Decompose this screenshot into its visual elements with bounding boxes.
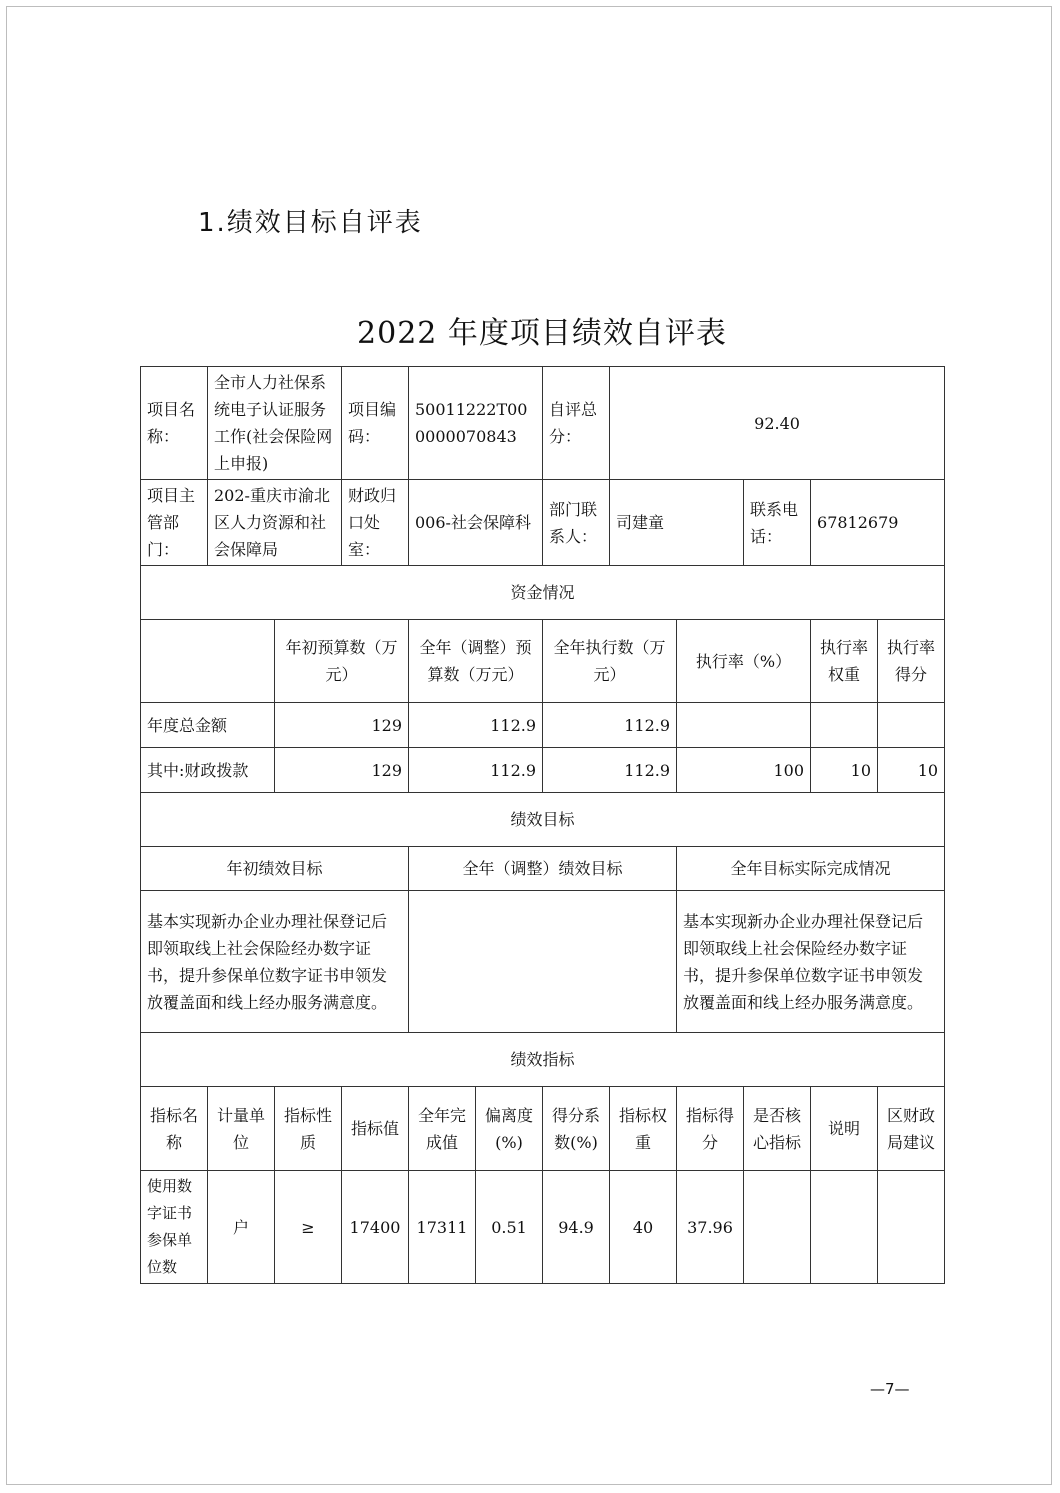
- contact-label: 部门联系人：: [543, 480, 610, 566]
- goals-header-row: [141, 847, 945, 891]
- goals-content-row: [141, 891, 945, 1033]
- goals-header-initial: 年初绩效目标: [141, 847, 409, 891]
- office-label: 财政归口处室：: [342, 480, 409, 566]
- indicator-header-score: 指标得分: [677, 1087, 744, 1171]
- indicator-header-note: 说明: [811, 1087, 878, 1171]
- funds-header-score: 执行率得分: [878, 620, 945, 703]
- indicator-header-unit: 计量单位: [208, 1087, 275, 1171]
- funds-header-rate: 执行率（%）: [677, 620, 811, 703]
- project-info-row-2: [141, 480, 945, 566]
- indicator-weight: 40: [610, 1171, 677, 1284]
- project-code-label: 项目编码：: [342, 367, 409, 480]
- indicator-actual: 17311: [409, 1171, 476, 1284]
- indicator-header-name: 指标名称: [141, 1087, 208, 1171]
- goals-section-row: [141, 793, 945, 847]
- funds-row-label: 年度总金额: [141, 703, 275, 748]
- funds-cell-executed: 112.9: [543, 703, 677, 748]
- goals-header-actual: 全年目标实际完成情况: [677, 847, 945, 891]
- funds-section-row: [141, 566, 945, 620]
- project-name-label: 项目名称：: [141, 367, 208, 480]
- section-heading: 1.绩效目标自评表: [198, 208, 423, 238]
- dept-label: 项目主管部门：: [141, 480, 208, 566]
- project-info-row-1: [141, 367, 945, 480]
- indicator-header-coefficient: 得分系数(%): [543, 1087, 610, 1171]
- project-code-value: 50011222T000000070843: [409, 367, 543, 480]
- indicator-header-value: 指标值: [342, 1087, 409, 1171]
- goals-initial-text: 基本实现新办企业办理社保登记后即领取线上社会保险经办数字证书，提升参保单位数字证书申领发放覆盖面和线上经办服务满意度。: [141, 891, 409, 1033]
- indicator-header-actual: 全年完成值: [409, 1087, 476, 1171]
- page-number: —7—: [870, 1380, 910, 1398]
- funds-header-row: [141, 620, 945, 703]
- evaluation-table: [140, 366, 945, 1284]
- indicator-advice: [878, 1171, 945, 1284]
- funds-cell-score: 10: [878, 748, 945, 793]
- score-label: 自评总分：: [543, 367, 610, 480]
- goals-header-adjusted: 全年（调整）绩效目标: [409, 847, 677, 891]
- indicators-section-row: [141, 1033, 945, 1087]
- indicator-header-deviation: 偏离度(%): [476, 1087, 543, 1171]
- indicator-core: [744, 1171, 811, 1284]
- indicator-row: [141, 1171, 945, 1284]
- funds-row-fiscal: [141, 748, 945, 793]
- funds-row-total: [141, 703, 945, 748]
- indicator-header-nature: 指标性质: [275, 1087, 342, 1171]
- office-value: 006-社会保障科: [409, 480, 543, 566]
- project-name-value: 全市人力社保系统电子认证服务工作(社会保险网上申报): [208, 367, 342, 480]
- indicator-unit: 户: [208, 1171, 275, 1284]
- funds-cell-adjusted: 112.9: [409, 703, 543, 748]
- indicator-header-advice: 区财政局建议: [878, 1087, 945, 1171]
- funds-cell-initial: 129: [275, 703, 409, 748]
- funds-header-initial: 年初预算数（万元）: [275, 620, 409, 703]
- indicator-deviation: 0.51: [476, 1171, 543, 1284]
- funds-header-weight: 执行率权重: [811, 620, 878, 703]
- goals-section-title: 绩效目标: [141, 793, 945, 847]
- funds-cell-adjusted: 112.9: [409, 748, 543, 793]
- indicator-nature: ≥: [275, 1171, 342, 1284]
- dept-value: 202-重庆市渝北区人力资源和社会保障局: [208, 480, 342, 566]
- funds-cell-initial: 129: [275, 748, 409, 793]
- indicators-section-title: 绩效指标: [141, 1033, 945, 1087]
- indicator-name: 使用数字证书参保单位数: [141, 1171, 208, 1284]
- score-value: 92.40: [610, 367, 945, 480]
- funds-row-label: 其中:财政拨款: [141, 748, 275, 793]
- funds-cell-score: [878, 703, 945, 748]
- funds-cell-executed: 112.9: [543, 748, 677, 793]
- funds-cell-weight: 10: [811, 748, 878, 793]
- funds-section-title: 资金情况: [141, 566, 945, 620]
- indicator-header-core: 是否核心指标: [744, 1087, 811, 1171]
- goals-adjusted-text: [409, 891, 677, 1033]
- phone-label: 联系电话：: [744, 480, 811, 566]
- funds-cell-rate: 100: [677, 748, 811, 793]
- indicator-value: 17400: [342, 1171, 409, 1284]
- funds-header-executed: 全年执行数（万元）: [543, 620, 677, 703]
- page-title: 2022 年度项目绩效自评表: [357, 316, 727, 351]
- indicators-header-row: [141, 1087, 945, 1171]
- goals-actual-text: 基本实现新办企业办理社保登记后即领取线上社会保险经办数字证书，提升参保单位数字证书申领发放覆盖面和线上经办服务满意度。: [677, 891, 945, 1033]
- phone-value: 67812679: [811, 480, 945, 566]
- funds-header-blank: [141, 620, 275, 703]
- contact-value: 司建童: [610, 480, 744, 566]
- indicator-coefficient: 94.9: [543, 1171, 610, 1284]
- funds-cell-rate: [677, 703, 811, 748]
- indicator-header-weight: 指标权重: [610, 1087, 677, 1171]
- funds-cell-weight: [811, 703, 878, 748]
- indicator-note: [811, 1171, 878, 1284]
- indicator-score: 37.96: [677, 1171, 744, 1284]
- funds-header-adjusted: 全年（调整）预算数（万元）: [409, 620, 543, 703]
